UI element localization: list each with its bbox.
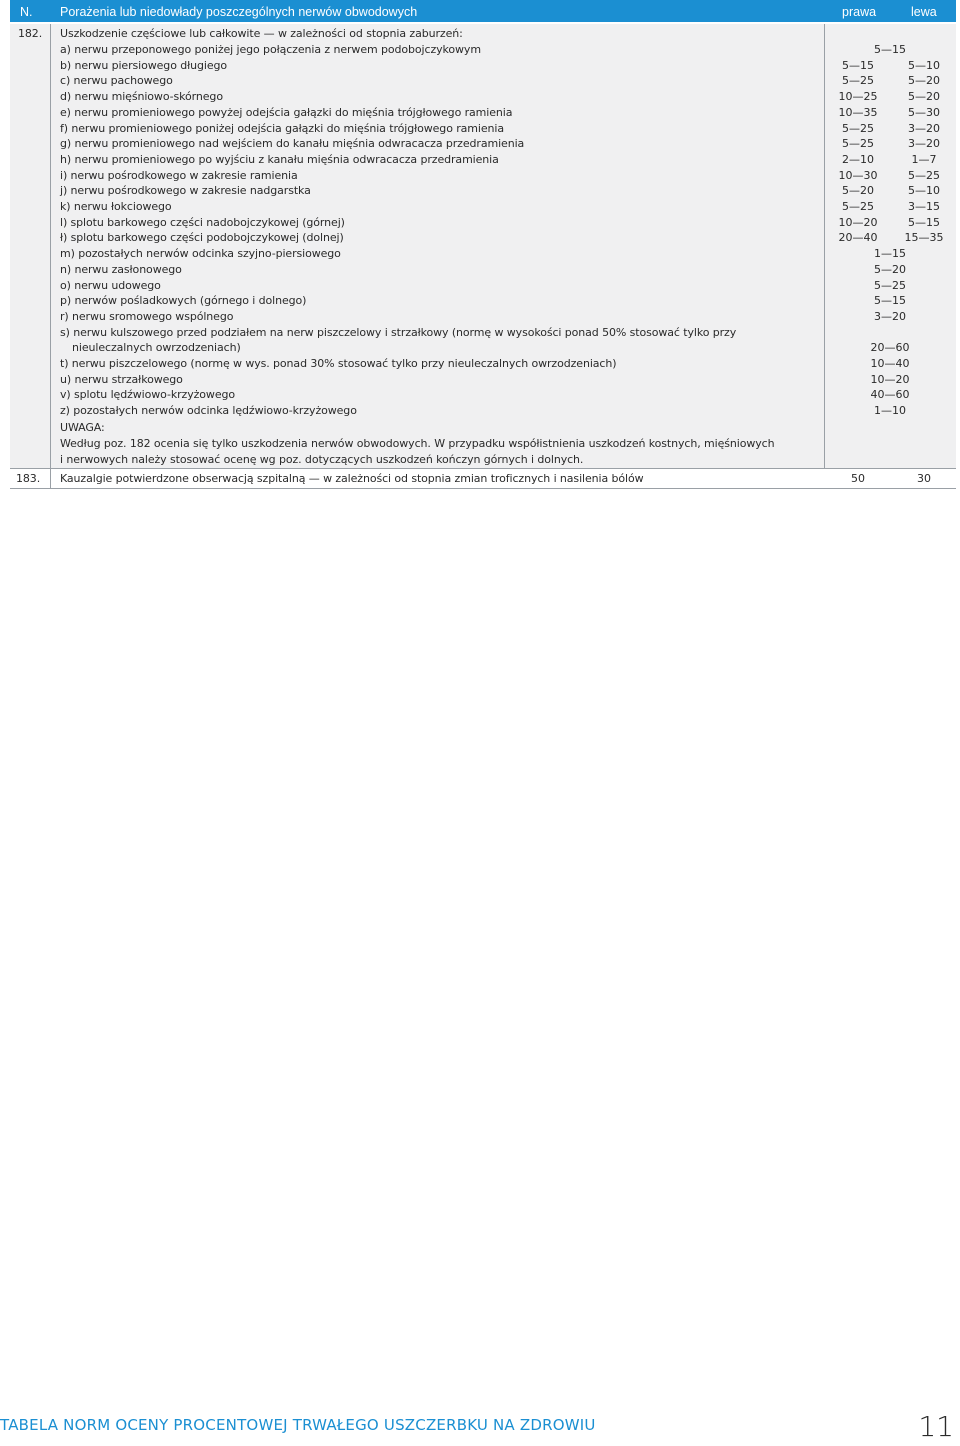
value-lewa: 1—7 bbox=[911, 152, 937, 166]
row-intro: Uszkodzenie częściowe lub całkowite — w zależności od stopnia zaburzeń: bbox=[60, 27, 463, 40]
list-item-text: k) nerwu łokciowego bbox=[60, 200, 172, 213]
divider-row-183-bottom bbox=[10, 488, 956, 489]
list-item-text: i) nerwu pośrodkowego w zakresie ramienia bbox=[60, 168, 298, 182]
value-lewa: 5—15 bbox=[908, 215, 940, 229]
value-both-sides: 3—20 bbox=[874, 309, 906, 323]
row-183-text: Kauzalgie potwierdzone obserwacją szpitalną — w zależności od stopnia zmian troficznych i nasilenia bólów bbox=[60, 472, 644, 485]
list-item-text: g) nerwu promieniowego nad wejściem do kanału mięśnia odwracacza przedramienia bbox=[60, 137, 525, 151]
page-number: 11 bbox=[918, 1410, 954, 1443]
value-lewa: 3—15 bbox=[908, 200, 940, 213]
column-header-lewa: lewa bbox=[911, 5, 937, 19]
list-item-text: p) nerwów pośladkowych (górnego i dolnego) bbox=[60, 294, 307, 308]
footer-title: TABELA NORM OCENY PROCENTOWEJ TRWAŁEGO USZCZERBKU NA ZDROWIU bbox=[0, 1416, 596, 1434]
table-header bbox=[10, 0, 956, 22]
value-prawa: 5—25 bbox=[842, 74, 874, 88]
value-prawa: 10—30 bbox=[838, 168, 878, 182]
list-item-text: t) nerwu piszczelowego (normę w wys. ponad 30% stosować tylko przy nieuleczalnych owrzodzeniach) bbox=[60, 357, 617, 370]
list-item-text: m) pozostałych nerwów odcinka szyjno-piersiowego bbox=[60, 247, 341, 261]
list-item-text: ł) splotu barkowego części podobojczykowej (dolnej) bbox=[60, 231, 344, 245]
value-both-sides: 20—60 bbox=[870, 341, 910, 355]
value-prawa: 20—40 bbox=[838, 231, 878, 245]
value-prawa: 10—35 bbox=[838, 105, 878, 119]
value-lewa: 3—20 bbox=[908, 121, 940, 135]
list-item-text: f) nerwu promieniowego poniżej odejścia gałązki do mięśnia trójgłowego ramienia bbox=[60, 121, 504, 135]
value-both-sides: 1—15 bbox=[874, 247, 906, 261]
value-both-sides: 5—15 bbox=[874, 294, 906, 308]
list-item-text: z) pozostałych nerwów odcinka lędźwiowo-krzyżowego bbox=[60, 404, 357, 418]
list-item-text: c) nerwu pachowego bbox=[60, 74, 173, 88]
value-both-sides: 1—10 bbox=[874, 404, 906, 418]
row-number: 182. bbox=[18, 27, 43, 40]
list-item-text: d) nerwu mięśniowo-skórnego bbox=[60, 90, 223, 104]
value-prawa: 2—10 bbox=[842, 152, 874, 166]
list-item-text: r) nerwu sromowego wspólnego bbox=[60, 309, 234, 323]
note-text-line-2: i nerwowych należy stosować ocenę wg poz. dotyczących uszkodzeń kończyn górnych i dolnych. bbox=[60, 453, 584, 466]
value-prawa: 10—20 bbox=[838, 215, 878, 229]
list-item-text: v) splotu lędźwiowo-krzyżowego bbox=[60, 388, 235, 402]
value-lewa: 5—10 bbox=[908, 184, 940, 198]
note-label: UWAGA: bbox=[60, 421, 105, 434]
value-both-sides: 10—20 bbox=[870, 372, 910, 386]
list-item-text: o) nerwu udowego bbox=[60, 278, 161, 292]
list-item-text: j) nerwu pośrodkowego w zakresie nadgarstka bbox=[60, 184, 311, 198]
list-item-text: a) nerwu przeponowego poniżej jego połączenia z nerwem podobojczykowym bbox=[60, 43, 481, 56]
section-letter: N. bbox=[20, 5, 33, 19]
value-lewa: 15—35 bbox=[904, 231, 944, 245]
value-prawa: 5—20 bbox=[842, 184, 874, 198]
value-both-sides: 5—25 bbox=[874, 278, 906, 292]
divider-number-column bbox=[50, 24, 51, 488]
value-lewa: 5—30 bbox=[908, 105, 940, 119]
list-item-text: h) nerwu promieniowego po wyjściu z kanału mięśnia odwracacza przedramienia bbox=[60, 152, 499, 166]
value-prawa: 5—15 bbox=[874, 43, 906, 56]
value-prawa: 5—25 bbox=[842, 137, 874, 151]
list-item-text: e) nerwu promieniowego powyżej odejścia gałązki do mięśnia trójgłowego ramienia bbox=[60, 105, 513, 119]
list-item-text: s) nerwu kulszowego przed podziałem na nerw piszczelowy i strzałkowy (normę w wysokości ponad 50% stosować tylko przy bbox=[60, 325, 737, 339]
value-lewa: 5—10 bbox=[908, 58, 940, 72]
list-item-text-continued: nieuleczalnych owrzodzeniach) bbox=[72, 341, 241, 355]
value-prawa: 5—25 bbox=[842, 200, 874, 213]
value-lewa: 5—20 bbox=[908, 74, 940, 88]
value-lewa: 5—25 bbox=[908, 168, 940, 182]
note-text-line-1: Według poz. 182 ocenia się tylko uszkodzenia nerwów obwodowych. W przypadku współistnienia uszkodzeń kostnych, mięśniowych bbox=[60, 437, 775, 450]
value-lewa: 5—20 bbox=[908, 90, 940, 104]
value-prawa: 50 bbox=[851, 472, 865, 485]
section-title: Porażenia lub niedowłady poszczególnych nerwów obwodowych bbox=[60, 5, 418, 19]
list-item-text: n) nerwu zasłonowego bbox=[60, 262, 182, 276]
divider-value-column bbox=[824, 24, 825, 468]
list-item-text: u) nerwu strzałkowego bbox=[60, 372, 183, 386]
value-lewa: 3—20 bbox=[908, 137, 940, 151]
value-prawa: 5—25 bbox=[842, 121, 874, 135]
value-prawa: 5—15 bbox=[842, 58, 874, 72]
value-both-sides: 5—20 bbox=[874, 262, 906, 276]
row-number: 183. bbox=[16, 472, 41, 485]
value-both-sides: 40—60 bbox=[870, 388, 910, 402]
divider-row-183-top bbox=[10, 468, 956, 469]
list-item-text: b) nerwu piersiowego długiego bbox=[60, 58, 228, 72]
column-header-prawa: prawa bbox=[842, 5, 877, 19]
value-both-sides: 10—40 bbox=[870, 357, 910, 370]
list-item-text: l) splotu barkowego części nadobojczykowej (górnej) bbox=[60, 215, 345, 229]
value-lewa: 30 bbox=[917, 472, 931, 485]
value-prawa: 10—25 bbox=[838, 90, 878, 104]
